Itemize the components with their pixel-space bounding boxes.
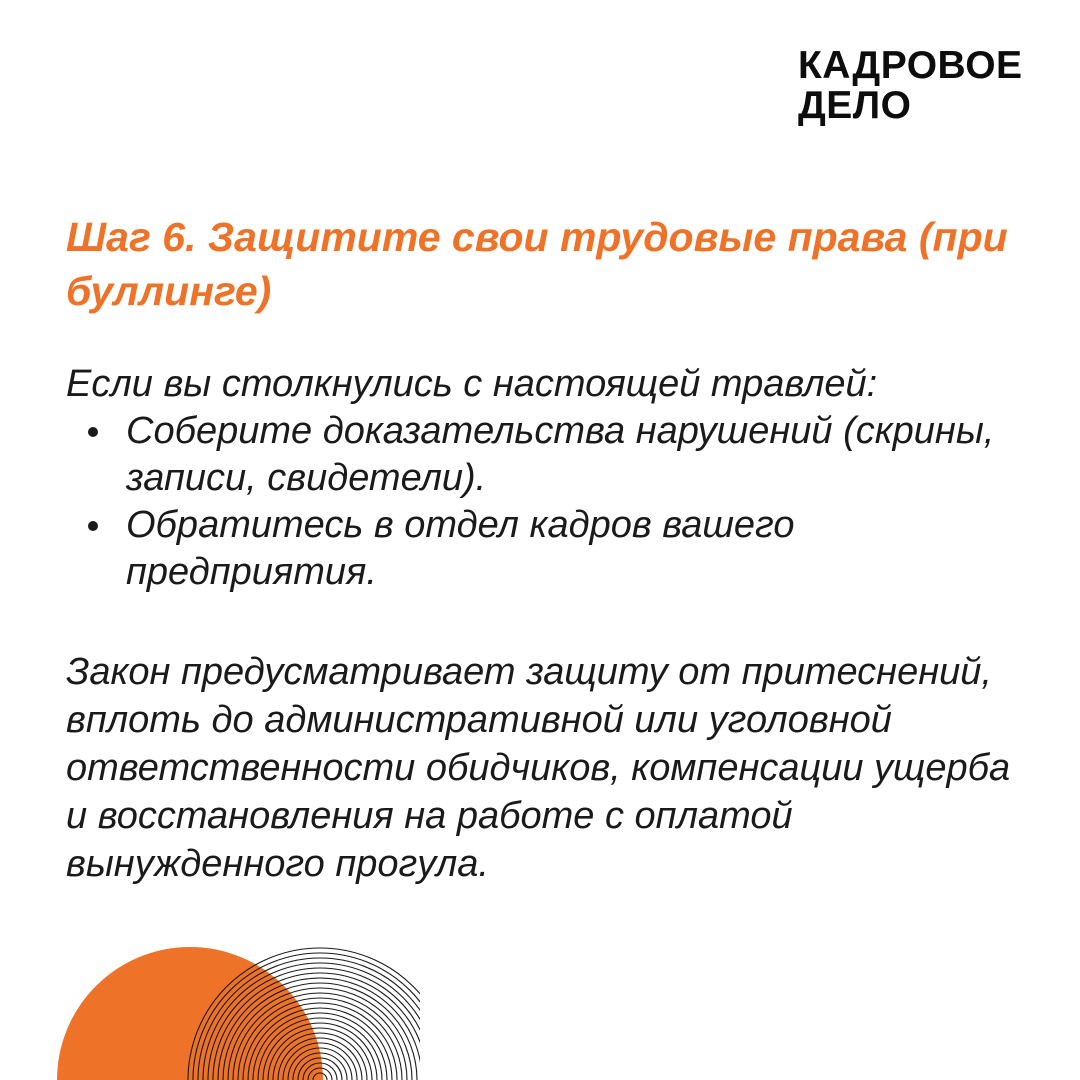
closing-paragraph: Закон предусматривает защиту от притеснений, вплоть до административной или уголовной ответственности обидчиков, компенсации ущерба и восстановления на работе с оплатой вынужденного прогула.	[66, 651, 1011, 885]
bullet-dot-icon	[88, 521, 98, 531]
step-heading: Шаг 6. Защитите свои трудовые права (при буллинге)	[66, 214, 1008, 314]
decorative-circles-graphic	[0, 930, 420, 1080]
advice-list	[66, 408, 1026, 596]
brand-logo-line-2: ДЕЛО	[798, 84, 912, 127]
intro-text: Если вы столкнулись с настоящей травлей:	[66, 363, 878, 405]
list-item	[66, 502, 1026, 596]
list-item-text: Обратитесь в отдел кадров вашего предприятия.	[126, 504, 795, 593]
brand-logo-line-1: КАДРОВОЕ	[798, 44, 1023, 87]
list-item-text: Соберите доказательства нарушений (скрины, записи, свидетели).	[126, 410, 995, 499]
brand-logo	[798, 46, 1048, 126]
bullet-dot-icon	[88, 427, 98, 437]
list-item	[66, 408, 1026, 502]
